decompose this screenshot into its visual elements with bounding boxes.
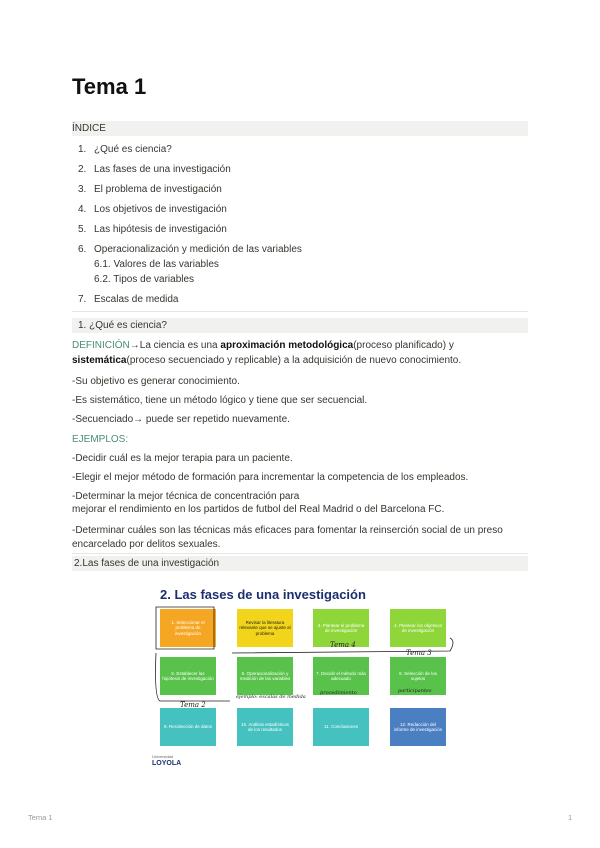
page-title: Tema 1 [72,74,147,99]
figure-title: 2. Las fases de una investigación [160,587,366,602]
phase-box: 1. Seleccionar el problema de investigación [160,609,216,647]
index-item[interactable]: 7. Escalas de medida [78,294,179,305]
index-item[interactable]: 4. Los objetivos de investigación [78,204,227,215]
example: -Determinar cuáles son las técnicas más eficaces para fomentar la reinserción social de un preso [72,525,503,536]
point: -Secuenciado→ puede ser repetido nuevamente. [72,414,290,425]
example: mejorar el rendimiento en los partidos de futbol del Real Madrid o del Barcelona FC. [72,504,445,515]
definition-line1: DEFINICIÓN→La ciencia es una aproximación metodológica(proceso planificado) y [72,340,454,351]
phase-box: 9. Recolección de datos [160,708,216,746]
handwritten-note: Tema 4 [330,641,356,649]
handwritten-note: ejemplo: escalas de medida [236,694,306,700]
phase-box: 12. Redacción del informe de investigación [390,708,446,746]
example: -Determinar la mejor técnica de concentración para [72,491,300,502]
index-item[interactable]: 3. El problema de investigación [78,184,222,195]
phase-box: 10. Análisis estadísticos de los resultados [237,708,293,746]
divider [72,553,528,554]
handwritten-note: participantes [398,688,432,694]
section2-heading: 2.Las fases de una investigación [72,556,528,571]
phase-box: 5. Establecer las hipótesis de investigación [160,657,216,695]
phase-box: 6. Operacionalización y medición de las variables [237,657,293,695]
example: encarcelado por delitos sexuales. [72,539,221,550]
point: -Su objetivo es generar conocimiento. [72,376,240,387]
definition-line2: sistemática(proceso secuenciado y replicable) a la adquisición de nuevo conocimiento. [72,355,462,366]
index-item[interactable]: 1. ¿Qué es ciencia? [78,144,172,155]
loyola-logo: Universidad LOYOLA [152,754,182,767]
divider [72,311,528,312]
examples-label: EJEMPLOS: [72,434,129,445]
research-phases-figure [150,583,466,767]
index-subitem[interactable]: 6.2. Tipos de variables [94,274,195,285]
phase-box: 4. Plantear los objetivos de investigación [390,609,446,647]
footer-title: Tema 1 [28,813,53,822]
phase-box: 8. Selección de los sujetos [390,657,446,695]
point: -Es sistemático, tiene un método lógico y tiene que ser secuencial. [72,395,368,406]
index-item[interactable]: 5. Las hipótesis de investigación [78,224,227,235]
phase-box: 3. Plantear el problema de investigación [313,609,369,647]
index-subitem[interactable]: 6.1. Valores de las variables [94,259,219,270]
index-heading: ÍNDICE [72,121,528,136]
handwritten-note: Tema 2 [180,701,206,709]
index-item[interactable]: 2. Las fases de una investigación [78,164,231,175]
example: -Elegir el mejor método de formación para incrementar la competencia de los empleados. [72,472,469,483]
phase-box: 7. Decidir el método más adecuado [313,657,369,695]
handwritten-outline [150,583,466,753]
phase-box: 11. Conclusiones [313,708,369,746]
page-number: 1 [568,813,573,822]
handwritten-note: procedimiento [320,690,357,696]
example: -Decidir cuál es la mejor terapia para un paciente. [72,453,293,464]
handwritten-note: Tema 3 [406,649,432,657]
index-item[interactable]: 6. Operacionalización y medición de las variables [78,244,302,255]
section1-heading: 1. ¿Qué es ciencia? [72,318,528,333]
phase-box: Revisar la literatura relevante que se ajuste al problema [237,609,293,647]
